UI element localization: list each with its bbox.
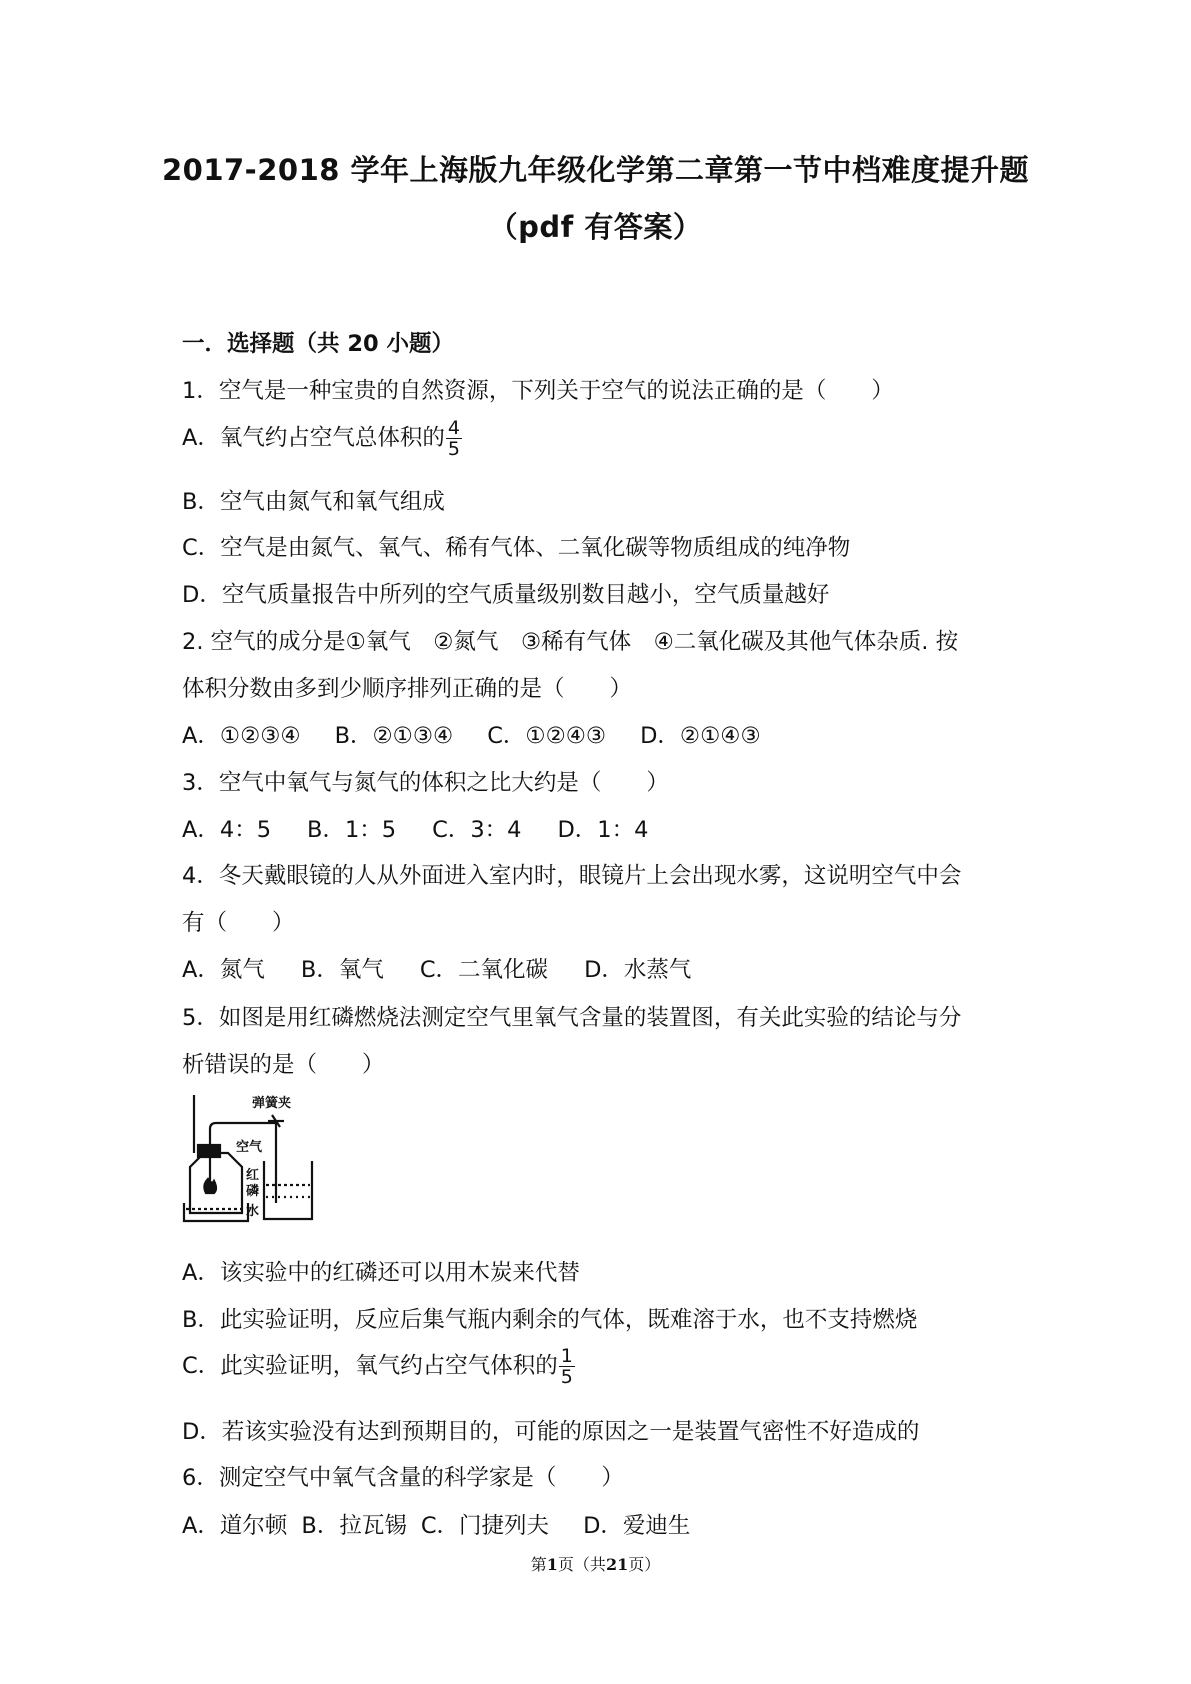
question-4-stem-line-2: 有（ ） (182, 910, 295, 936)
flame (204, 1179, 216, 1193)
footer-middle: 页（共 (557, 1555, 606, 1574)
experiment-apparatus-figure (180, 1093, 320, 1225)
option-c: C．门捷列夫 (420, 1513, 550, 1539)
option-d: D．②①④③ (640, 723, 761, 749)
footer-suffix: 页） (628, 1555, 661, 1574)
question-1-stem: 1．空气是一种宝贵的自然资源，下列关于空气的说法正确的是（ ） (182, 378, 894, 404)
option-d: D．1：4 (557, 817, 649, 843)
question-2-options (182, 718, 761, 750)
option-b: B．1：5 (307, 817, 397, 843)
question-5-option-d: D．若该实验没有达到预期目的，可能的原因之一是装置气密性不好造成的 (182, 1419, 920, 1445)
question-5-stem-line-2: 析错误的是（ ） (182, 1052, 385, 1078)
question-4-stem-line-1: 4．冬天戴眼镜的人从外面进入室内时，眼镜片上会出现水雾，这说明空气中会 (182, 863, 962, 889)
question-6-options (182, 1508, 690, 1540)
total-page-count: 21 (605, 1555, 629, 1574)
footer-prefix: 第 (530, 1555, 547, 1574)
page-footer (0, 1552, 1191, 1575)
option-b: B．②①③④ (334, 723, 454, 749)
question-2-stem-line-2: 体积分数由多到少顺序排列正确的是（ ） (182, 676, 633, 702)
option-c: C．①②④③ (487, 723, 607, 749)
fraction-denominator: 5 (447, 438, 460, 460)
option-b: B．拉瓦锡 (301, 1513, 407, 1539)
option-b: B．氧气 (300, 957, 384, 983)
option-c: C．二氧化碳 (419, 957, 549, 983)
question-4-options (182, 952, 691, 984)
question-5-option-a: A．该实验中的红磷还可以用木炭来代替 (182, 1260, 580, 1286)
document-title-line-2: （pdf 有答案） (488, 210, 703, 244)
question-1-option-b: B．空气由氮气和氧气组成 (182, 489, 445, 515)
label-water: 水 (246, 1204, 260, 1219)
question-3-stem: 3．空气中氧气与氮气的体积之比大约是（ ） (182, 770, 669, 796)
fraction-numerator: 4 (447, 417, 460, 439)
label-spring-clamp: 弹簧夹 (252, 1096, 292, 1111)
label-air: 空气 (236, 1140, 263, 1155)
section-heading: 一．选择题（共 20 小题） (182, 331, 454, 357)
option-a-text: A．氧气约占空气总体积的 (182, 425, 445, 451)
current-page-number: 1 (546, 1555, 558, 1574)
option-a: A．氮气 (182, 957, 265, 983)
question-1-option-a (182, 418, 462, 459)
question-6-stem: 6．测定空气中氧气含量的科学家是（ ） (182, 1465, 624, 1491)
fraction-numerator: 1 (560, 1345, 573, 1367)
label-red-1: 红 (246, 1168, 260, 1183)
fraction (446, 418, 462, 459)
option-d: D．水蒸气 (584, 957, 692, 983)
fraction-denominator: 5 (560, 1366, 573, 1388)
fraction (559, 1346, 575, 1387)
option-a: A．①②③④ (182, 723, 301, 749)
option-c: C．3：4 (432, 817, 522, 843)
document-title-line-1: 2017-2018 学年上海版九年级化学第二章第一节中档难度提升题 (161, 153, 1030, 187)
question-2-stem-line-1: 2. 空气的成分是①氧气 ②氮气 ③稀有气体 ④二氧化碳及其他气体杂质. 按 (182, 629, 959, 655)
beaker (264, 1161, 312, 1219)
option-a: A．4：5 (182, 817, 272, 843)
question-5-stem-line-1: 5．如图是用红磷燃烧法测定空气里氧气含量的装置图，有关此实验的结论与分 (182, 1005, 962, 1031)
question-5-option-c (182, 1346, 575, 1387)
question-5-option-b: B．此实验证明，反应后集气瓶内剩余的气体，既难溶于水，也不支持燃烧 (182, 1307, 918, 1333)
stopper (198, 1145, 220, 1157)
question-3-options (182, 812, 648, 844)
question-1-option-c: C．空气是由氮气、氧气、稀有气体、二氧化碳等物质组成的纯净物 (182, 535, 851, 561)
label-red-2: 磷 (246, 1184, 260, 1199)
option-a: A．道尔顿 (182, 1513, 288, 1539)
option-d: D．爱迪生 (583, 1513, 691, 1539)
option-c-text: C．此实验证明，氧气约占空气体积的 (182, 1353, 558, 1379)
question-1-option-d: D．空气质量报告中所列的空气质量级别数目越小，空气质量越好 (182, 582, 830, 608)
